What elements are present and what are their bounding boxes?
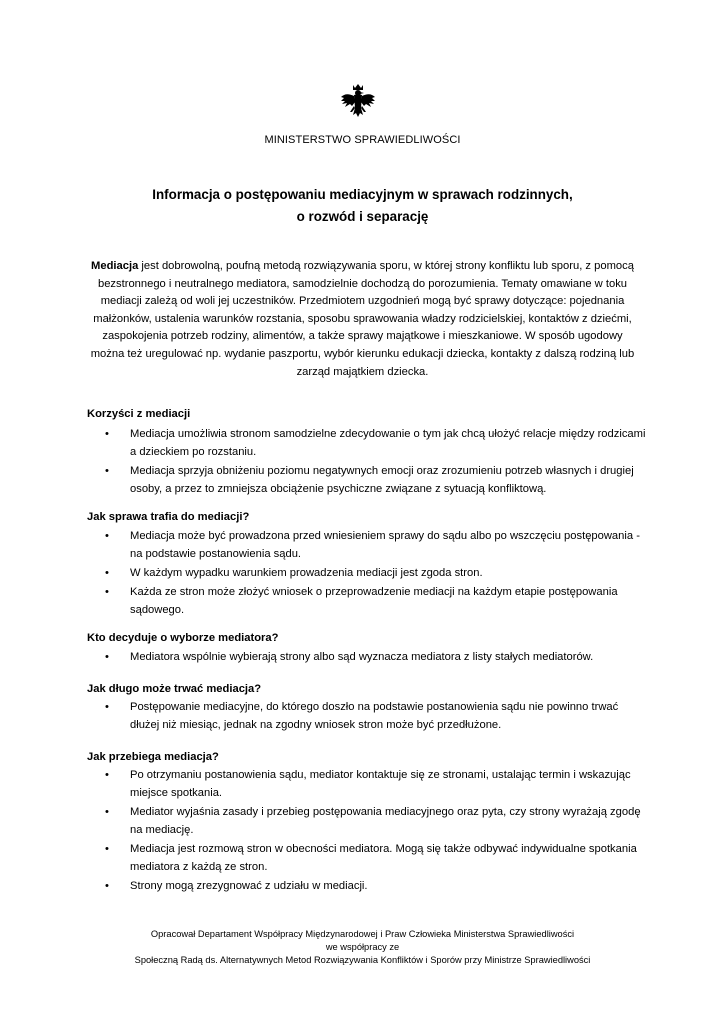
footer-line-2: we współpracy ze <box>325 941 400 952</box>
list-item <box>87 528 647 564</box>
bullet-icon: • <box>105 465 109 478</box>
bullet-icon: • <box>105 769 109 781</box>
ministry-name: MINISTERSTWO SPRAWIEDLIWOŚCI <box>264 134 461 146</box>
title-line-2: o rozwód i separację <box>296 209 429 224</box>
list-item <box>87 804 647 840</box>
list-item-text: Strony mogą zrezygnować z udziału w mediacji. <box>130 880 368 893</box>
list-item <box>87 584 647 620</box>
list-item-text: Każda ze stron może złożyć wniosek o przeprowadzenie mediacji na każdym etapie postępowania sądowego. <box>130 586 618 617</box>
polish-eagle-emblem-icon <box>340 82 376 122</box>
section-heading-benefits: Korzyści z mediacji <box>87 408 191 420</box>
intro-lead: Mediacja <box>91 260 139 272</box>
section-heading-course: Jak przebiega mediacja? <box>87 751 219 763</box>
section-list-benefits <box>87 426 647 500</box>
list-item <box>87 841 647 877</box>
section-list-duration <box>87 699 647 736</box>
list-item-text: W każdym wypadku warunkiem prowadzenia mediacji jest zgoda stron. <box>130 567 483 580</box>
title-line-1: Informacja o postępowaniu mediacyjnym w sprawach rodzinnych, <box>152 187 573 202</box>
intro-paragraph <box>85 258 640 381</box>
footer <box>0 928 725 966</box>
section-list-how-case-gets-to-mediation <box>87 528 647 621</box>
bullet-icon: • <box>105 651 109 663</box>
section-heading-how-case-gets-to-mediation: Jak sprawa trafia do mediacji? <box>87 511 250 523</box>
list-item <box>87 878 647 896</box>
list-item <box>87 767 647 803</box>
document-title <box>0 184 725 228</box>
footer-line-3: Społeczną Radą ds. Alternatywnych Metod Rozwiązywania Konfliktów i Sporów przy Ministrze Sprawiedliwości <box>134 954 591 965</box>
list-item-text: Mediacja umożliwia stronom samodzielne zdecydowanie o tym jak chcą ułożyć relacje między rodzicami a dzieckiem po rozstaniu. <box>130 428 646 458</box>
bullet-icon: • <box>105 586 109 599</box>
section-list-course <box>87 767 647 898</box>
list-item-text: Mediacja może być prowadzona przed wniesieniem sprawy do sądu albo po wszczęciu postępowania - na podstawie postanowienia sądu. <box>130 530 640 560</box>
section-list-choice-of-mediator <box>87 649 647 668</box>
bullet-icon: • <box>105 880 109 893</box>
intro-text: jest dobrowolną, poufną metodą rozwiązywania sporu, w której strony konfliktu lub sporu, z pomocą bezstronnego i neutralnego mediatora, samodzielnie dochodzą do porozumienia. Tematy omawiane w toku mediacji zależą od woli jej uczestników. Przedmiotem uzgodnień mogą być sprawy dotyczące: pojednania małżonków, ustalenia warunków rozstania, sposobu sprawowania władzy rodzicielskiej, kontaktów z dziećmi, zaspokojenia potrzeb rodziny, alimentów, a także sprawy majątkowe i mieszkaniowe. W sposób ugodowy można też uregulować np. wydanie paszportu, wybór kierunku edukacji dziecka, kontakty z dalszą rodziną lub zarząd majątkiem dziecka. <box>90 260 635 378</box>
list-item-text: Mediacja sprzyja obniżeniu poziomu negatywnych emocji oraz zrozumieniu potrzeb własnych i drugiej osoby, a przez to zmniejsza obciążenie psychiczne związane z sytuacją konfliktową. <box>130 465 634 495</box>
bullet-icon: • <box>105 567 109 580</box>
footer-line-1: Opracował Departament Współpracy Międzynarodowej i Praw Człowieka Ministerstwa Sprawiedliwości <box>150 929 575 939</box>
bullet-icon: • <box>105 428 109 440</box>
bullet-icon: • <box>105 530 109 542</box>
section-heading-choice-of-mediator: Kto decyduje o wyborze mediatora? <box>87 632 279 644</box>
list-item-text: Mediacja jest rozmową stron w obecności mediatora. Mogą się także odbywać indywidualne spotkania mediatora z każdą ze stron. <box>130 843 637 873</box>
list-item <box>87 649 647 667</box>
list-item-text: Po otrzymaniu postanowienia sądu, mediator kontaktuje się ze stronami, ustalając termin i wskazując miejsce spotkania. <box>130 769 631 799</box>
list-item <box>87 426 647 462</box>
section-heading-duration: Jak długo może trwać mediacja? <box>87 683 262 695</box>
bullet-icon: • <box>105 843 109 856</box>
list-item-text: Postępowanie mediacyjne, do którego doszło na podstawie postanowienia sądu nie powinno trwać dłużej niż miesiąc, jednak na zgodny wniosek stron może być przedłużone. <box>130 701 619 731</box>
list-item <box>87 463 647 499</box>
bullet-icon: • <box>105 701 109 713</box>
list-item <box>87 565 647 583</box>
list-item <box>87 699 647 735</box>
list-item-text: Mediatora wspólnie wybierają strony albo sąd wyznacza mediatora z listy stałych mediatorów. <box>130 651 594 663</box>
list-item-text: Mediator wyjaśnia zasady i przebieg postępowania mediacyjnego oraz pyta, czy strony wyrażają zgodę na mediację. <box>130 806 641 836</box>
bullet-icon: • <box>105 806 109 819</box>
